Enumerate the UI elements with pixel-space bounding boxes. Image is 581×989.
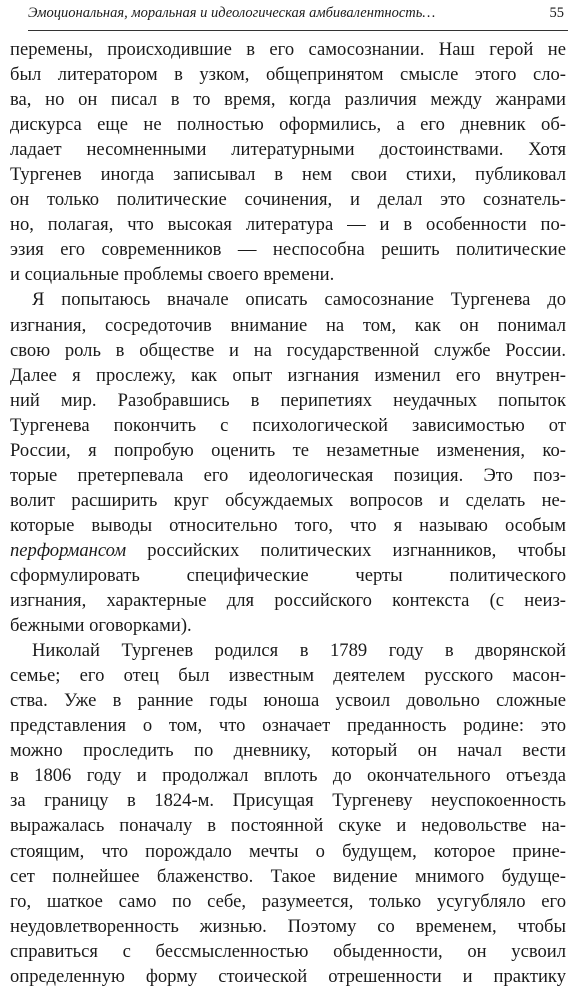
text-line: перформансом российских политических изгнанников, чтобы (10, 539, 566, 561)
text-line: но, полагая, что высокая литература — и в особенности по- (10, 214, 566, 236)
text-line: был литератором в узком, общепринятом смысле этого сло- (10, 64, 566, 86)
running-header (28, 0, 568, 31)
text-line: изгнания, характерные для российского контекста (с неиз- (10, 590, 566, 612)
text-line: он только политические сочинения, и делал это сознатель- (10, 189, 566, 211)
italic-term: перформансом (10, 539, 127, 561)
page-number: 55 (549, 5, 564, 21)
text-line: бежными оговорками). (10, 615, 192, 637)
text-line: ства. Уже в ранние годы юноша усвоил довольно сложные (10, 690, 566, 712)
text-line: представления о том, что означает преданность родине: это (10, 715, 566, 737)
text-line: можно проследить по дневнику, который он начал вести (10, 740, 566, 762)
text-line: торые претерпевала его идеологическая позиция. Это поз- (10, 464, 566, 486)
text-line: России, я попробую оценить те незаметные изменения, ко- (10, 439, 566, 461)
text-line: выражалась поначалу в постоянной скуке и недовольстве на- (10, 815, 566, 837)
running-title: Эмоциональная, моральная и идеологическая амбивалентность… (28, 5, 436, 21)
text-line: Я попытаюсь вначале описать самосознание Тургенева до (32, 289, 566, 311)
text-line: го, шаткое само по себе, разумеется, только усугубляло его (10, 890, 566, 912)
text-line: и социальные проблемы своего времени. (10, 264, 335, 286)
text-line: ний мир. Разобравшись в перипетиях неудачных попыток (10, 389, 566, 411)
text-line: волит расширить круг обсуждаемых вопросов и сделать не- (10, 489, 566, 511)
text-line: Далее я прослежу, как опыт изгнания изменил его внутрен- (10, 364, 566, 386)
text-line: ладает несомненными литературными достоинствами. Хотя (10, 139, 566, 161)
text-line: сформулировать специфические черты политического (10, 564, 566, 586)
body-text (10, 37, 566, 989)
paragraph (10, 37, 566, 287)
text-line: ва, но он писал в то время, когда различия между жанрами (10, 89, 566, 111)
text-line: справиться с бессмысленностью обыденности, он усвоил (10, 940, 566, 962)
text-line: свою роль в обществе и на государственной службе России. (10, 339, 566, 361)
text-line: сет полнейшее блаженство. Такое видение мнимого будуще- (10, 865, 566, 887)
text-line: которые выводы относительно того, что я называю особым (10, 514, 566, 536)
paragraph (10, 287, 566, 638)
text-line: изгнания, сосредоточив внимание на том, как он понимал (10, 314, 566, 336)
text-line: стоящим, что порождало мечты о будущем, которое прине- (10, 840, 566, 862)
text-line: Тургенев иногда записывал в нем свои стихи, публиковал (10, 164, 566, 186)
text-line: дискурса еще не полностью оформились, а его дневник об- (10, 114, 566, 136)
text-line: за границу в 1824-м. Присущая Тургеневу неуспокоенность (10, 790, 566, 812)
text-line: Тургенева покончить с психологической зависимостью от (10, 414, 566, 436)
text-line: неудовлетворенность жизнью. Поэтому со временем, чтобы (10, 915, 566, 937)
text-line: Николай Тургенев родился в 1789 году в дворянской (32, 640, 566, 662)
text-line: семье; его отец был известным деятелем русского масон- (10, 665, 566, 687)
paragraph (10, 638, 566, 989)
text-line: эзия его современников — неспособна решить политические (10, 239, 566, 261)
text-line: определенную форму стоической отрешенности и практику (10, 965, 566, 987)
text-line: в 1806 году и продолжал вплоть до окончательного отъезда (10, 765, 566, 787)
text-line: перемены, происходившие в его самосознании. Наш герой не (10, 39, 566, 60)
